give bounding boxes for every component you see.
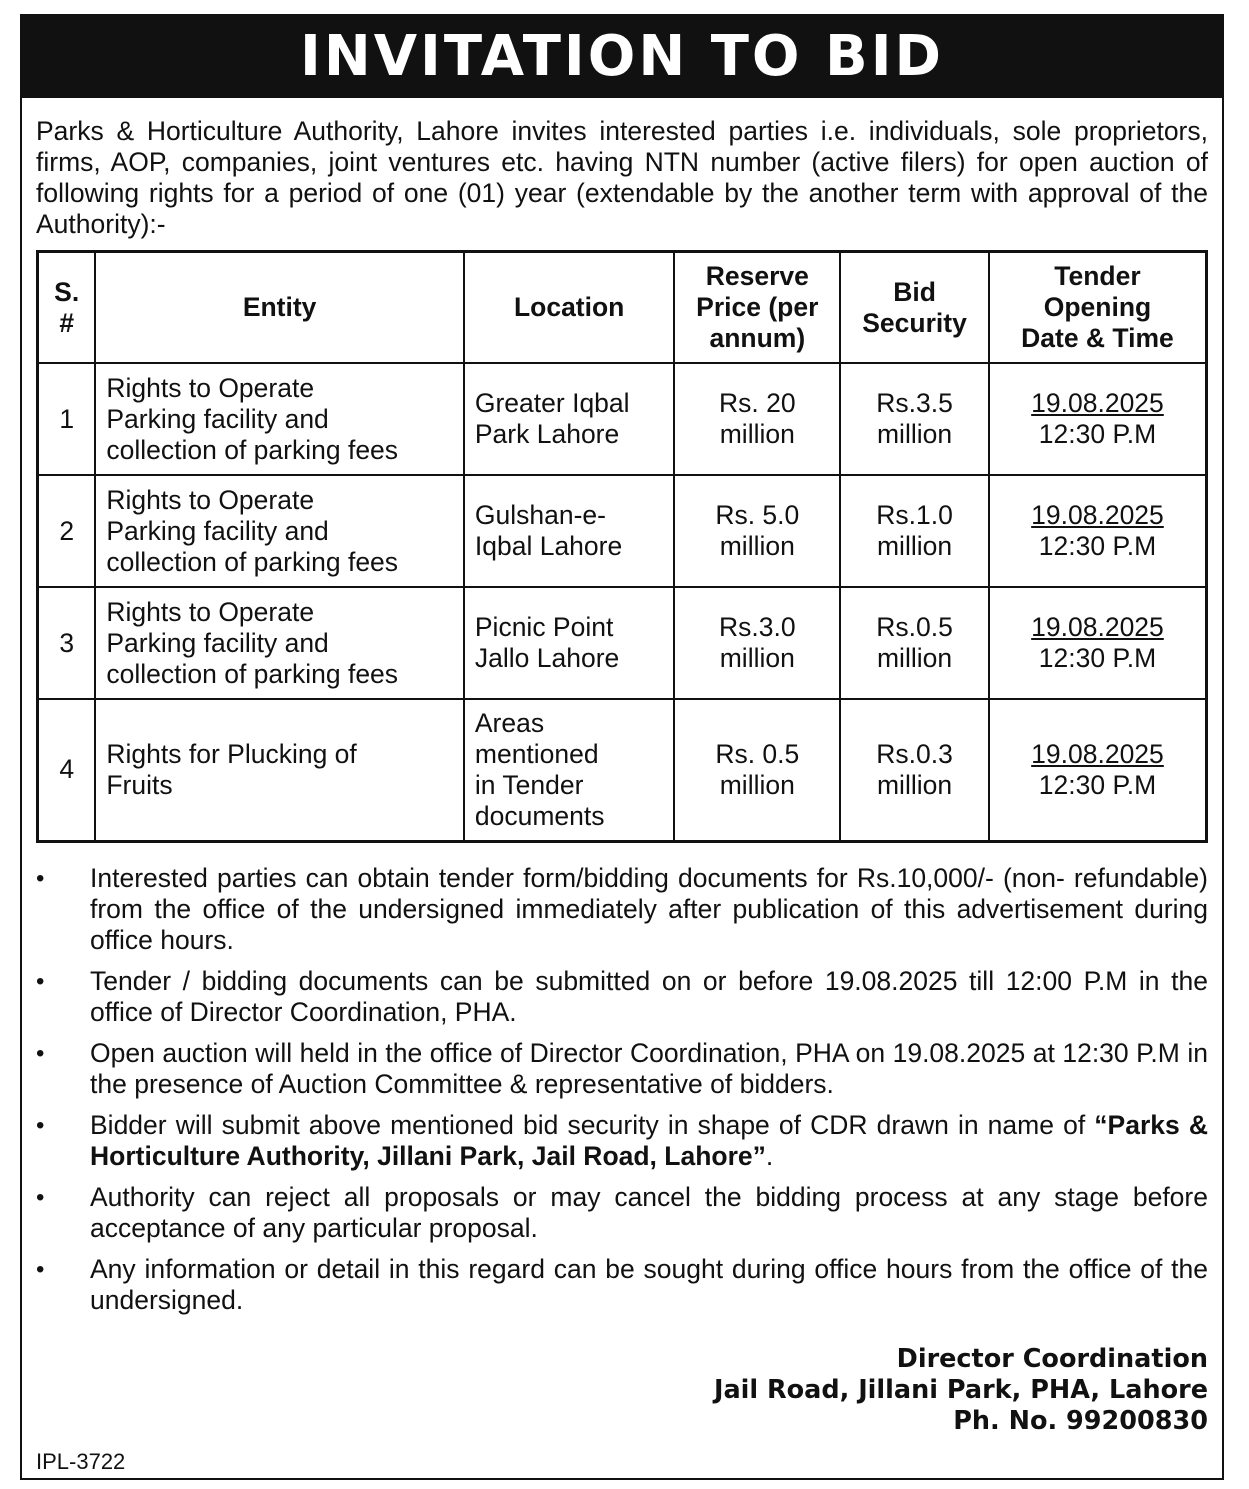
entity-line: Parking facility and bbox=[106, 403, 329, 434]
tender-time: 12:30 P.M bbox=[1038, 769, 1157, 800]
note-text: Tender / bidding documents can be submitted on or before 19.08.2025 till 12:00 P.M in the office of Director Coordination, PHA. bbox=[90, 965, 1208, 1027]
row-location bbox=[464, 699, 675, 841]
header-tender-line1: Tender bbox=[1054, 261, 1141, 291]
header-location: Location bbox=[464, 252, 675, 364]
row-location bbox=[464, 475, 675, 587]
row-reserve-price bbox=[674, 699, 840, 841]
location-line: Areas bbox=[474, 707, 545, 738]
header-reserve-line1: Reserve bbox=[705, 261, 809, 291]
entity-line: Fruits bbox=[106, 769, 173, 800]
row-entity bbox=[95, 587, 464, 699]
security-line: Rs.1.0 bbox=[876, 500, 953, 530]
note-text-end: . bbox=[765, 1140, 774, 1171]
row-tender-date bbox=[989, 475, 1207, 587]
header-entity: Entity bbox=[95, 252, 464, 364]
row-tender-date bbox=[989, 363, 1207, 475]
row-tender-date bbox=[989, 699, 1207, 841]
bid-table bbox=[36, 250, 1208, 843]
row-sn: 2 bbox=[38, 475, 96, 587]
note-text: Authority can reject all proposals or may cancel the bidding process at any stage before acceptance of any particular proposal. bbox=[90, 1181, 1208, 1243]
row-reserve-price bbox=[674, 475, 840, 587]
tender-date: 19.08.2025 bbox=[1031, 612, 1164, 642]
tender-date: 19.08.2025 bbox=[1031, 500, 1164, 530]
ref-code: IPL-3722 bbox=[36, 1449, 126, 1474]
tender-time: 12:30 P.M bbox=[1038, 643, 1157, 673]
location-line: Greater Iqbal bbox=[474, 388, 630, 418]
reserve-line: Rs.3.0 bbox=[719, 612, 796, 642]
entity-line: Rights for Plucking of bbox=[106, 738, 357, 769]
bullet-icon: • bbox=[36, 864, 45, 892]
row-bid-security bbox=[840, 587, 989, 699]
security-line: million bbox=[876, 643, 953, 673]
bullet-icon: • bbox=[36, 1039, 45, 1067]
note-item bbox=[36, 1110, 1208, 1172]
row-reserve-price bbox=[674, 363, 840, 475]
row-sn: 1 bbox=[38, 363, 96, 475]
header-tender-line3: Date & Time bbox=[1021, 323, 1174, 353]
bullet-icon: • bbox=[36, 1255, 45, 1283]
header-tender-opening bbox=[989, 252, 1207, 364]
header-bid-security bbox=[840, 252, 989, 364]
header-tender-line2: Opening bbox=[1043, 292, 1152, 322]
row-entity bbox=[95, 699, 464, 841]
tender-time: 12:30 P.M bbox=[1038, 419, 1157, 449]
tender-date: 19.08.2025 bbox=[1031, 388, 1164, 418]
location-line: Park Lahore bbox=[474, 419, 620, 449]
header-sn bbox=[38, 252, 96, 364]
location-line: Picnic Point bbox=[474, 612, 614, 642]
header-reserve-line3: annum) bbox=[709, 323, 806, 353]
tender-time: 12:30 P.M bbox=[1038, 531, 1157, 561]
entity-line: Rights to Operate bbox=[106, 484, 315, 515]
header-sn-line2: # bbox=[59, 307, 75, 338]
note-text: Open auction will held in the office of Director Coordination, PHA on 19.08.2025 at 12:30 P.M in the presence of Auction Committee & representative of bidders. bbox=[90, 1037, 1208, 1099]
security-line: Rs.3.5 bbox=[876, 388, 953, 418]
row-location bbox=[464, 363, 675, 475]
signatory-title: Director Coordination bbox=[896, 1344, 1208, 1374]
header-sn-line1: S. bbox=[54, 276, 80, 307]
location-line: Iqbal Lahore bbox=[474, 531, 623, 561]
note-text: Any information or detail in this regard can be sought during office hours from the office of the undersigned. bbox=[90, 1253, 1208, 1315]
signatory-phone: Ph. No. 99200830 bbox=[953, 1406, 1208, 1436]
table-header-row bbox=[38, 252, 1207, 364]
header-reserve-price bbox=[674, 252, 840, 364]
security-line: million bbox=[876, 419, 953, 449]
entity-line: Rights to Operate bbox=[106, 596, 315, 627]
header-bid-line1: Bid bbox=[893, 276, 936, 307]
note-text: Bidder will submit above mentioned bid security in shape of CDR drawn in name of bbox=[90, 1109, 1095, 1140]
bullet-icon: • bbox=[36, 1111, 45, 1139]
entity-line: Rights to Operate bbox=[106, 372, 315, 403]
header-reserve-line2: Price (per bbox=[696, 292, 819, 322]
notes-list bbox=[36, 863, 1208, 1316]
table-row bbox=[38, 363, 1207, 475]
note-item bbox=[36, 1254, 1208, 1316]
note-item bbox=[36, 1182, 1208, 1244]
bullet-icon: • bbox=[36, 1183, 45, 1211]
intro-paragraph: Parks & Horticulture Authority, Lahore invites interested parties i.e. individuals, sole proprietors, firms, AOP, companies, joint ventures etc. having NTN number (active filers) for open auction of following rights for a period of one (01) year (extendable by the another term with approval of the Authority):- bbox=[36, 116, 1208, 239]
location-line: mentioned bbox=[474, 738, 599, 769]
row-tender-date bbox=[989, 587, 1207, 699]
signatory-address: Jail Road, Jillani Park, PHA, Lahore bbox=[713, 1375, 1208, 1405]
row-location bbox=[464, 587, 675, 699]
table-row bbox=[38, 475, 1207, 587]
bullet-icon: • bbox=[36, 967, 45, 995]
note-payee-name: “Parks & Horticulture Authority, Jillani Park, Jail Road, Lahore” bbox=[90, 1109, 1208, 1171]
reserve-line: million bbox=[719, 531, 795, 561]
advertisement bbox=[20, 14, 1224, 1480]
location-line: in Tender bbox=[474, 769, 584, 800]
reserve-line: million bbox=[719, 419, 795, 449]
reserve-line: million bbox=[719, 643, 795, 673]
entity-line: Parking facility and bbox=[106, 515, 329, 546]
signature-block bbox=[714, 1344, 1208, 1437]
note-item bbox=[36, 966, 1208, 1028]
tender-date: 19.08.2025 bbox=[1031, 738, 1164, 769]
row-bid-security bbox=[840, 475, 989, 587]
entity-line: collection of parking fees bbox=[106, 658, 399, 689]
row-bid-security bbox=[840, 363, 989, 475]
row-bid-security bbox=[840, 699, 989, 841]
header-bid-line2: Security bbox=[862, 307, 967, 338]
reserve-line: Rs. 0.5 bbox=[715, 738, 800, 769]
reserve-line: Rs. 20 bbox=[719, 388, 796, 418]
note-item bbox=[36, 1038, 1208, 1100]
location-line: documents bbox=[474, 800, 605, 831]
reserve-line: Rs. 5.0 bbox=[715, 500, 800, 530]
note-item bbox=[36, 863, 1208, 956]
row-sn: 3 bbox=[38, 587, 96, 699]
row-entity bbox=[95, 363, 464, 475]
table-row bbox=[38, 699, 1207, 841]
entity-line: Parking facility and bbox=[106, 627, 329, 658]
location-line: Jallo Lahore bbox=[474, 643, 620, 673]
entity-line: collection of parking fees bbox=[106, 546, 399, 577]
security-line: Rs.0.5 bbox=[876, 612, 953, 642]
location-line: Gulshan-e- bbox=[474, 500, 606, 530]
reserve-line: million bbox=[719, 769, 795, 800]
note-text: Interested parties can obtain tender form/bidding documents for Rs.10,000/- (non- refundable) from the office of the undersigned immediately after publication of this advertisement during office hours. bbox=[90, 862, 1208, 955]
row-reserve-price bbox=[674, 587, 840, 699]
page-title: INVITATION TO BID bbox=[22, 16, 1222, 98]
entity-line: collection of parking fees bbox=[106, 434, 399, 465]
row-sn: 4 bbox=[38, 699, 96, 841]
security-line: Rs.0.3 bbox=[876, 738, 953, 769]
security-line: million bbox=[876, 769, 953, 800]
table-row bbox=[38, 587, 1207, 699]
row-entity bbox=[95, 475, 464, 587]
security-line: million bbox=[876, 531, 953, 561]
